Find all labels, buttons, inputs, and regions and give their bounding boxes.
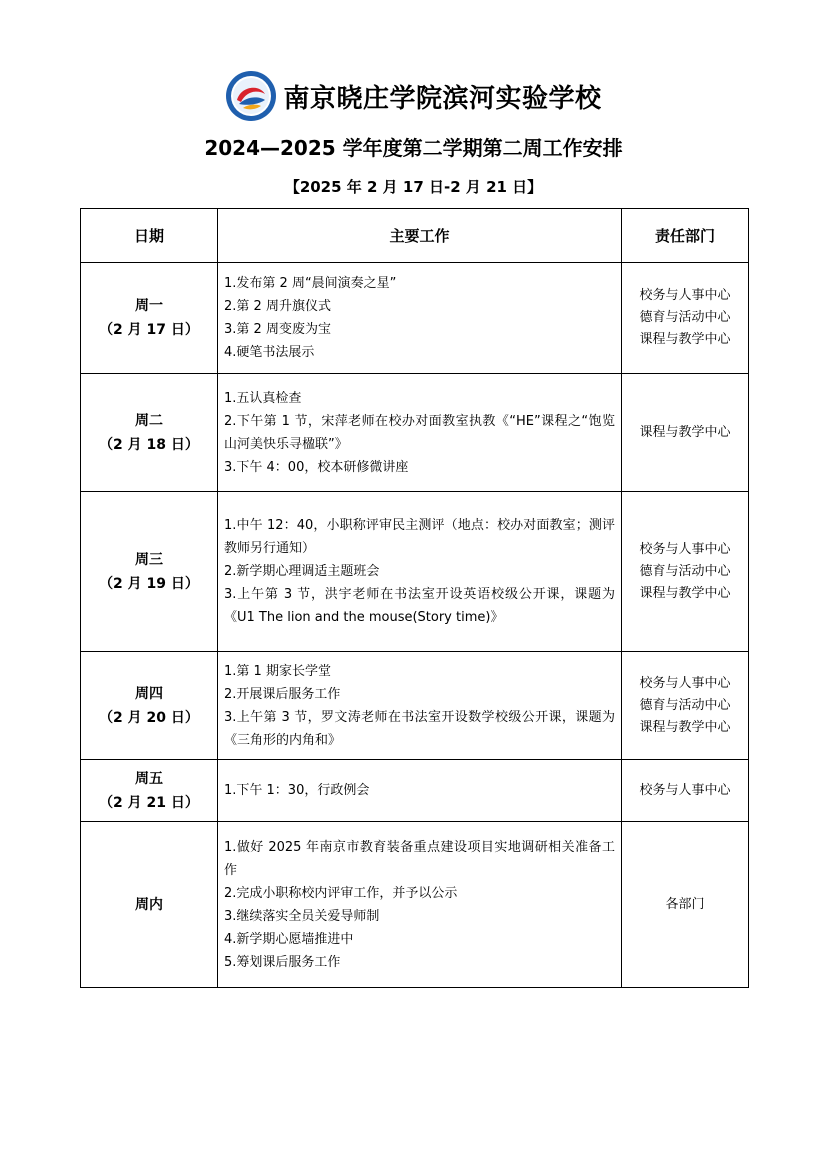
column-header-work: 主要工作 (218, 209, 622, 263)
work-item: 5.筹划课后服务工作 (224, 954, 341, 970)
day-cell (81, 263, 218, 374)
table-row (81, 760, 749, 822)
dept-item: 校务与人事中心 (639, 541, 731, 557)
day-date: （2 月 20 日） (99, 709, 199, 726)
work-cell (218, 760, 622, 822)
day-label: 周二 (135, 412, 163, 429)
day-cell (81, 374, 218, 492)
day-cell (81, 822, 218, 988)
work-item: 2.完成小职称校内评审工作，并予以公示 (224, 885, 458, 901)
work-cell (218, 652, 622, 760)
day-label: 周四 (135, 685, 163, 702)
work-cell (218, 822, 622, 988)
work-item: 2.开展课后服务工作 (224, 686, 341, 702)
column-header-date: 日期 (81, 209, 218, 263)
work-item: 3.第 2 周变废为宝 (224, 322, 331, 337)
school-name: 南京晓庄学院滨河实验学校 (283, 83, 602, 114)
work-item: 3.上午第 3 节，罗文涛老师在书法室开设数学校级公开课，课题为《三角形的内角和》 (224, 709, 615, 748)
dept-item: 德育与活动中心 (639, 310, 731, 325)
day-label: 周内 (135, 896, 163, 913)
work-item: 1.做好 2025 年南京市教育装备重点建设项目实地调研相关准备工作 (224, 839, 615, 878)
day-date: （2 月 18 日） (99, 436, 199, 453)
day-cell (81, 652, 218, 760)
school-logo (225, 70, 277, 122)
work-item: 2.新学期心理调适主题班会 (224, 564, 380, 579)
dept-item: 课程与教学中心 (639, 585, 731, 601)
dept-item: 各部门 (665, 896, 705, 912)
work-item: 4.新学期心愿墙推进中 (224, 931, 354, 947)
work-item: 3.继续落实全员关爱导师制 (224, 908, 380, 924)
work-item: 2.下午第 1 节，宋萍老师在校办对面教室执教《“HE”课程之“饱览山河美快乐寻楹联”》 (224, 413, 615, 452)
work-item: 3.下午 4：00，校本研修微讲座 (224, 459, 409, 475)
schedule-table (80, 208, 749, 988)
dept-cell (622, 492, 749, 652)
work-item: 1.发布第 2 周“晨间演奏之星” (224, 276, 397, 291)
dept-cell (622, 374, 749, 492)
work-item: 1.中午 12：40，小职称评审民主测评（地点：校办对面教室；测评教师另行通知） (224, 518, 615, 556)
dept-item: 校务与人事中心 (639, 288, 731, 303)
table-row (81, 492, 749, 652)
work-item: 1.第 1 期家长学堂 (224, 663, 331, 679)
day-date: （2 月 21 日） (99, 794, 199, 811)
table-row (81, 652, 749, 760)
table-row (81, 374, 749, 492)
column-header-dept: 责任部门 (622, 209, 749, 263)
dept-cell (622, 263, 749, 374)
dept-item: 课程与教学中心 (639, 719, 731, 735)
document-header (0, 70, 827, 122)
day-date: （2 月 17 日） (99, 322, 199, 338)
work-cell (218, 263, 622, 374)
work-item: 1.下午 1：30，行政例会 (224, 783, 370, 798)
table-header-row (81, 209, 749, 263)
table-row (81, 822, 749, 988)
day-label: 周一 (135, 298, 163, 314)
dept-cell (622, 822, 749, 988)
day-cell (81, 760, 218, 822)
work-cell (218, 492, 622, 652)
dept-cell (622, 760, 749, 822)
work-cell (218, 374, 622, 492)
day-label: 周五 (135, 770, 163, 787)
work-item: 1.五认真检查 (224, 390, 302, 406)
date-range: 【2025 年 2 月 17 日-2 月 21 日】 (284, 178, 543, 196)
day-date: （2 月 19 日） (99, 575, 199, 592)
table-row (81, 263, 749, 374)
dept-cell (622, 652, 749, 760)
dept-item: 德育与活动中心 (639, 563, 731, 579)
dept-item: 校务与人事中心 (639, 675, 731, 691)
document-title: 2024—2025 学年度第二学期第二周工作安排 (204, 136, 623, 160)
dept-item: 课程与教学中心 (639, 332, 731, 347)
work-item: 4.硬笔书法展示 (224, 345, 315, 360)
dept-item: 校务与人事中心 (639, 782, 731, 798)
dept-item: 课程与教学中心 (639, 424, 731, 440)
dept-item: 德育与活动中心 (639, 697, 731, 713)
day-cell (81, 492, 218, 652)
day-label: 周三 (135, 551, 163, 568)
work-item: 2.第 2 周升旗仪式 (224, 299, 331, 314)
work-item: 3.上午第 3 节，洪宇老师在书法室开设英语校级公开课，课题为《U1 The lion and the mouse(Story time)》 (224, 587, 615, 625)
